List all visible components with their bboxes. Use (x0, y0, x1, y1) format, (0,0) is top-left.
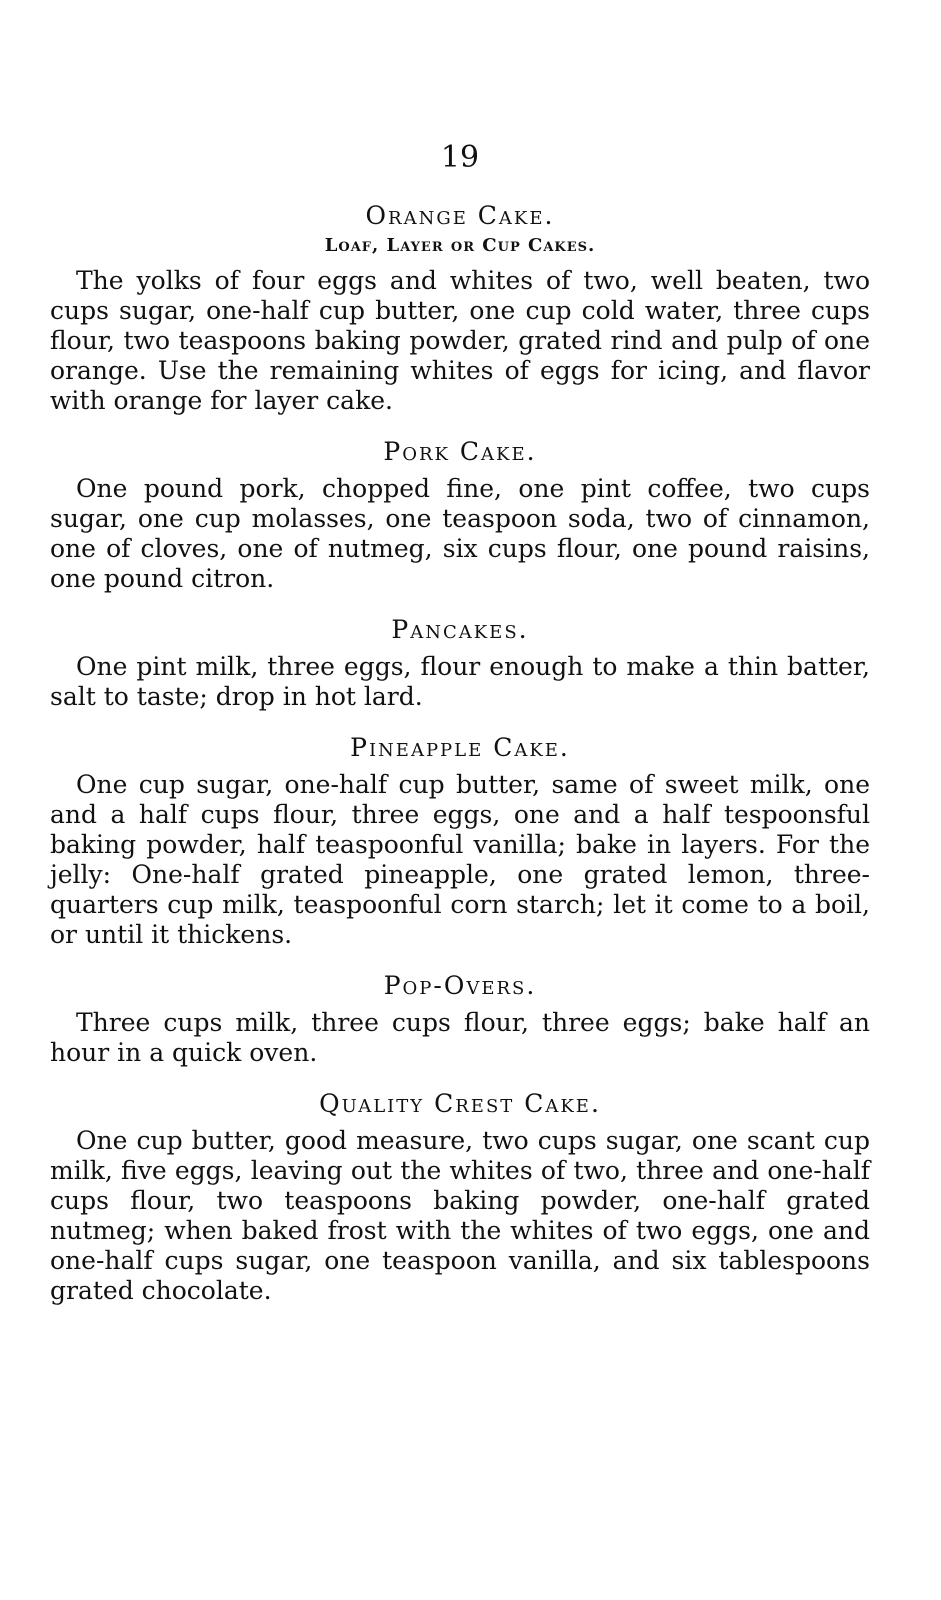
recipe-body: The yolks of four eggs and whites of two, well beaten, two cups sugar, one-half cup butter, one cup cold water, three cups flour, two teaspoons baking powder, grated rind and pulp of one orange. Use the remaining whites of eggs for icing, and flavor with orange for layer cake. (50, 266, 870, 415)
recipe-pop-overs (50, 970, 870, 1068)
recipe-quality-crest-cake (50, 1088, 870, 1306)
recipe-body: One cup butter, good measure, two cups sugar, one scant cup milk, five eggs, leaving out the whites of two, three and one-half cups flour, two teaspoons baking powder, one-half grated nutmeg; when baked frost with the whites of two eggs, one and one-half cups sugar, one teaspoon vanilla, and six tablespoons grated chocolate. (50, 1126, 870, 1305)
recipe-title: Pop-Overs. (383, 971, 537, 1000)
recipe-title: Pancakes. (391, 615, 529, 644)
recipe-title: Pork Cake. (383, 437, 537, 466)
recipe-title: Pineapple Cake. (350, 733, 570, 762)
recipe-title: Orange Cake. (365, 201, 555, 230)
page-number: 19 (440, 140, 480, 175)
cookbook-page (50, 140, 870, 1326)
recipe-body: One pound pork, chopped fine, one pint coffee, two cups sugar, one cup molasses, one teaspoon soda, two of cinnamon, one of cloves, one of nutmeg, six cups flour, one pound raisins, one pound citron. (50, 474, 870, 593)
recipe-body: Three cups milk, three cups flour, three eggs; bake half an hour in a quick oven. (50, 1008, 870, 1067)
recipe-title: Quality Crest Cake. (319, 1089, 601, 1118)
recipe-pineapple-cake (50, 732, 870, 950)
recipe-pancakes (50, 614, 870, 712)
recipe-orange-cake (50, 200, 870, 416)
recipe-pork-cake (50, 436, 870, 594)
recipe-body: One cup sugar, one-half cup butter, same of sweet milk, one and a half cups flour, three eggs, one and a half tespoonsful baking powder, half teaspoonful vanilla; bake in layers. For the jelly: One-half grated pineapple, one grated lemon, three-quarters cup milk, teaspoonful corn starch; let it come to a boil, or until it thickens. (50, 770, 870, 949)
recipe-subtitle: Loaf, Layer or Cup Cakes. (324, 235, 596, 256)
recipe-body: One pint milk, three eggs, flour enough to make a thin batter, salt to taste; drop in hot lard. (50, 652, 870, 711)
